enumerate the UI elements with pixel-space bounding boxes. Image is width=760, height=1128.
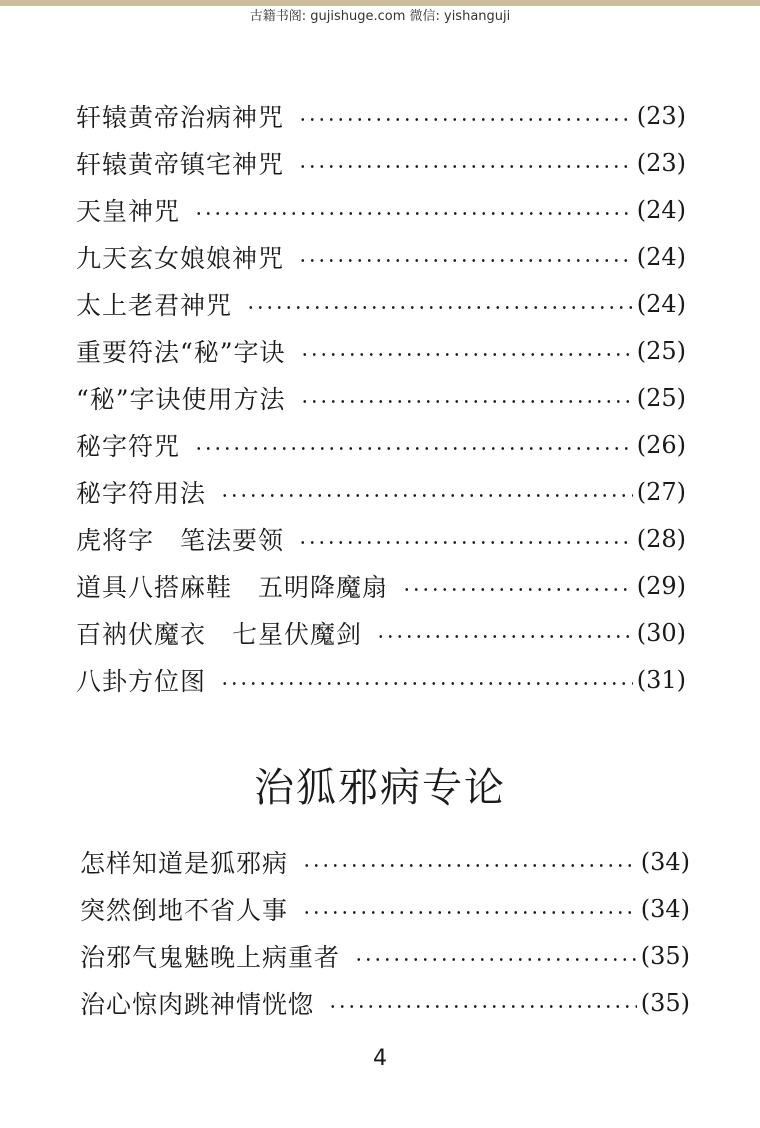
toc-entry-page: (35) bbox=[640, 941, 690, 970]
dot-leader bbox=[246, 290, 633, 318]
toc-list-upper bbox=[0, 92, 760, 703]
dot-leader bbox=[220, 666, 633, 694]
toc-entry-page: (26) bbox=[636, 430, 686, 459]
toc-entry-title: 治邪气鬼魅晚上病重者 bbox=[80, 942, 341, 972]
watermark-text: 古籍书阁: gujishuge.com 微信: yishanguji bbox=[249, 9, 511, 24]
toc-list-lower bbox=[0, 838, 760, 1026]
toc-entry-page: (28) bbox=[636, 524, 686, 553]
toc-entry-page: (30) bbox=[636, 618, 686, 647]
toc-entry-title: 怎样知道是狐邪病 bbox=[80, 848, 289, 878]
toc-entry-title: 轩辕黄帝镇宅神咒 bbox=[76, 149, 285, 179]
dot-leader bbox=[298, 102, 633, 130]
toc-entry-title: 百衲伏魔衣 七星伏魔剑 bbox=[76, 619, 363, 649]
section-heading: 治狐邪病专论 bbox=[254, 765, 506, 811]
toc-entry bbox=[76, 468, 686, 515]
toc-entry bbox=[80, 979, 690, 1026]
toc-entry bbox=[80, 932, 690, 979]
dot-leader bbox=[300, 337, 633, 365]
toc-entry bbox=[76, 656, 686, 703]
toc-entry bbox=[80, 838, 690, 885]
toc-entry-page: (35) bbox=[640, 988, 690, 1017]
toc-entry-title: 秘字符咒 bbox=[76, 431, 181, 461]
toc-entry bbox=[76, 327, 686, 374]
dot-leader bbox=[298, 525, 633, 553]
toc-entry-page: (24) bbox=[636, 195, 686, 224]
dot-leader bbox=[220, 478, 633, 506]
dot-leader bbox=[376, 619, 633, 647]
toc-entry bbox=[76, 421, 686, 468]
dot-leader bbox=[298, 149, 633, 177]
toc-entry-title: 轩辕黄帝治病神咒 bbox=[76, 102, 285, 132]
toc-entry-title: 重要符法“秘”字诀 bbox=[76, 337, 286, 367]
toc-entry-title: 太上老君神咒 bbox=[76, 290, 233, 320]
toc-entry-page: (29) bbox=[636, 571, 686, 600]
toc-entry-title: 虎将字 笔法要领 bbox=[76, 525, 285, 555]
toc-entry bbox=[76, 609, 686, 656]
toc-entry-title: 秘字符用法 bbox=[76, 478, 207, 508]
toc-entry bbox=[76, 186, 686, 233]
toc-entry-page: (25) bbox=[636, 336, 686, 365]
toc-entry-page: (25) bbox=[636, 383, 686, 412]
toc-entry-title: 治心惊肉跳神情恍惚 bbox=[80, 989, 315, 1019]
toc-entry-page: (23) bbox=[636, 148, 686, 177]
toc-entry-title: 道具八搭麻鞋 五明降魔扇 bbox=[76, 572, 389, 602]
dot-leader bbox=[402, 572, 633, 600]
toc-entry-page: (24) bbox=[636, 242, 686, 271]
toc-entry-title: 天皇神咒 bbox=[76, 196, 181, 226]
toc-entry bbox=[80, 885, 690, 932]
dot-leader bbox=[302, 848, 637, 876]
toc-entry bbox=[76, 92, 686, 139]
dot-leader bbox=[302, 895, 637, 923]
dot-leader bbox=[328, 989, 637, 1017]
toc-entry-title: 九天玄女娘娘神咒 bbox=[76, 243, 285, 273]
toc-entry bbox=[76, 374, 686, 421]
toc-entry-page: (23) bbox=[636, 101, 686, 130]
dot-leader bbox=[300, 384, 633, 412]
toc-entry-page: (24) bbox=[636, 289, 686, 318]
toc-entry-page: (31) bbox=[636, 665, 686, 694]
dot-leader bbox=[194, 431, 633, 459]
toc-entry-title: “秘”字诀使用方法 bbox=[76, 384, 286, 414]
toc-entry bbox=[76, 280, 686, 327]
dot-leader bbox=[298, 243, 633, 271]
toc-entry-title: 八卦方位图 bbox=[76, 666, 207, 696]
toc-entry bbox=[76, 562, 686, 609]
toc-entry-title: 突然倒地不省人事 bbox=[80, 895, 289, 925]
toc-entry bbox=[76, 515, 686, 562]
toc-entry bbox=[76, 233, 686, 280]
toc-entry-page: (27) bbox=[636, 477, 686, 506]
toc-entry bbox=[76, 139, 686, 186]
page-number: 4 bbox=[373, 1046, 387, 1071]
toc-entry-page: (34) bbox=[640, 847, 690, 876]
dot-leader bbox=[194, 196, 633, 224]
dot-leader bbox=[354, 942, 637, 970]
toc-entry-page: (34) bbox=[640, 894, 690, 923]
